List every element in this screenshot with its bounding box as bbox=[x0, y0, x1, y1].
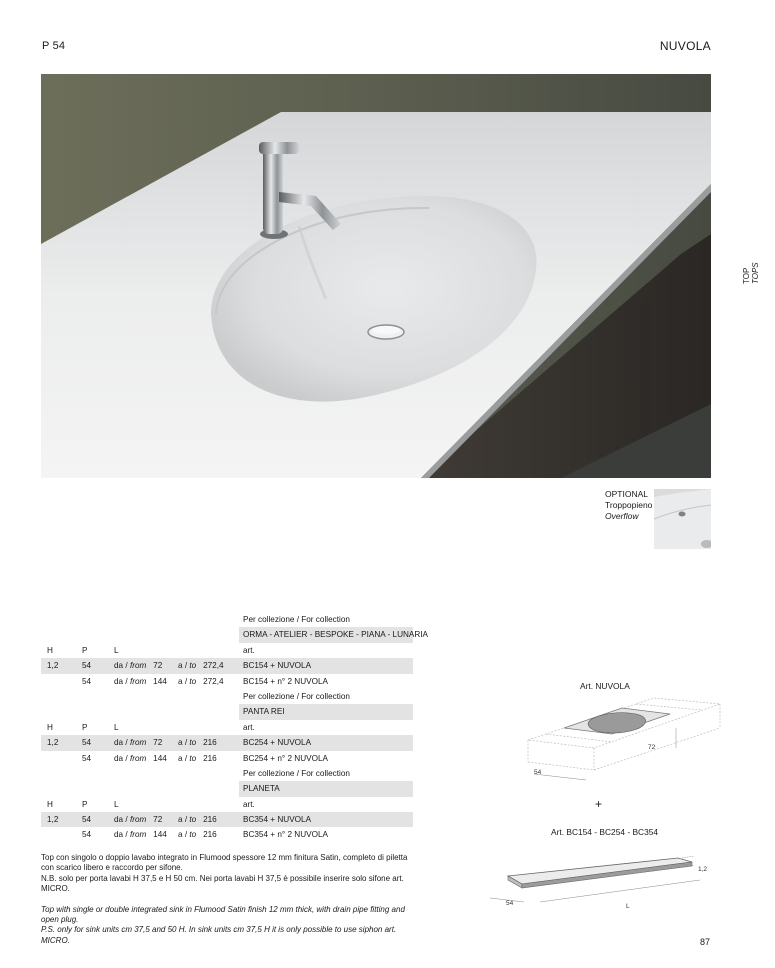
nuvola-basin-diagram bbox=[526, 690, 722, 788]
cell-h: 1,2 bbox=[47, 815, 59, 825]
cell-from: da / from 72 bbox=[114, 738, 163, 748]
header-art: art. bbox=[243, 645, 255, 655]
description-en-1: Top with single or double integrated sink in Flumood Satin finish 12 mm thick, with drain pipe fitting and open plug. bbox=[41, 904, 405, 925]
cell-art: BC354 + n° 2 NUVOLA bbox=[243, 830, 328, 840]
description-en-2: P.S. only for sink units cm 37,5 and 50 H. In sink units cm 37,5 H it is only possible to use siphon art. MICRO. bbox=[41, 925, 397, 945]
cell-art: BC154 + n° 2 NUVOLA bbox=[243, 676, 328, 686]
collection-name: ORMA - ATELIER - BESPOKE - PIANA - LUNARIA bbox=[243, 630, 429, 640]
cell-to: a / to 216 bbox=[178, 830, 217, 840]
header-h: H bbox=[47, 799, 53, 809]
column-header-row bbox=[41, 797, 413, 812]
cell-to: a / to 216 bbox=[178, 738, 217, 748]
cell-p: 54 bbox=[82, 830, 92, 840]
header-art: art. bbox=[243, 799, 255, 809]
cell-p: 54 bbox=[82, 661, 92, 671]
optional-name-it: Troppopieno bbox=[605, 500, 653, 510]
nuvola-dim-width: 72 bbox=[648, 744, 656, 751]
header-p: P bbox=[82, 722, 88, 732]
collection-name-row bbox=[41, 704, 413, 719]
header-h: H bbox=[47, 722, 53, 732]
collection-name: PANTA REI bbox=[243, 707, 285, 717]
header-p: P bbox=[82, 645, 88, 655]
diagram-nuvola-label: Art. NUVOLA bbox=[580, 681, 630, 691]
top-dim-length: L bbox=[626, 903, 630, 910]
table-row bbox=[41, 827, 413, 842]
collection-label: Per collezione / For collection bbox=[243, 768, 350, 778]
table-row bbox=[41, 658, 413, 673]
collection-name-row bbox=[41, 781, 413, 796]
spec-table bbox=[41, 612, 429, 843]
optional-name-en: Overflow bbox=[605, 511, 639, 521]
top-dim-depth: 54 bbox=[506, 900, 514, 907]
description-it-2: N.B. solo per porta lavabi H 37,5 e H 50 cm. Nei porta lavabi H 37,5 è possibile inserire solo sifone art. MICRO. bbox=[41, 873, 404, 894]
section-tab bbox=[740, 262, 770, 286]
cell-to: a / to 216 bbox=[178, 753, 217, 763]
column-header-row bbox=[41, 720, 413, 735]
section-tab-it: TOP bbox=[742, 267, 751, 284]
optional-label: OPTIONAL bbox=[605, 489, 648, 499]
collection-name-row bbox=[41, 627, 429, 642]
plus-sign: + bbox=[595, 797, 603, 811]
header-l: L bbox=[114, 799, 119, 809]
table-row bbox=[41, 812, 413, 827]
cell-to: a / to 216 bbox=[178, 815, 217, 825]
header-art: art. bbox=[243, 722, 255, 732]
header-l: L bbox=[114, 722, 119, 732]
header-h: H bbox=[47, 645, 53, 655]
cell-art: BC254 + n° 2 NUVOLA bbox=[243, 753, 328, 763]
cell-h: 1,2 bbox=[47, 661, 59, 671]
page-number: 87 bbox=[699, 937, 710, 947]
diagram-top-label: Art. BC154 - BC254 - BC354 bbox=[551, 827, 659, 837]
collection-label: Per collezione / For collection bbox=[243, 615, 350, 624]
cell-to: a / to 272,4 bbox=[178, 661, 224, 671]
collection-label-row bbox=[41, 766, 413, 781]
table-row bbox=[41, 674, 413, 689]
top-dim-thickness: 1,2 bbox=[698, 866, 708, 873]
description-it-1: Top con singolo o doppio lavabo integrato in Flumood spessore 12 mm finitura Satin, completo di piletta con scarico libero e raccordo per sifone. bbox=[41, 853, 408, 873]
column-header-row bbox=[41, 643, 413, 658]
header-p: P bbox=[82, 799, 88, 809]
page-reference: P 54 bbox=[42, 40, 66, 52]
cell-to: a / to 272,4 bbox=[178, 676, 224, 686]
cell-p: 54 bbox=[82, 676, 92, 686]
nuvola-dim-depth: 54 bbox=[534, 769, 542, 776]
optional-caption bbox=[605, 489, 652, 522]
top-slab-diagram bbox=[480, 850, 720, 918]
collection-label-row bbox=[41, 612, 413, 627]
cell-from: da / from 72 bbox=[114, 661, 163, 671]
page-title: NUVOLA bbox=[659, 39, 711, 53]
cell-h: 1,2 bbox=[47, 738, 59, 748]
cell-from: da / from 144 bbox=[114, 830, 167, 840]
cell-art: BC154 + NUVOLA bbox=[243, 661, 312, 671]
cell-from: da / from 144 bbox=[114, 753, 167, 763]
header-l: L bbox=[114, 645, 119, 655]
cell-p: 54 bbox=[82, 738, 92, 748]
cell-art: BC354 + NUVOLA bbox=[243, 815, 312, 825]
collection-label: Per collezione / For collection bbox=[243, 691, 350, 701]
cell-from: da / from 72 bbox=[114, 815, 163, 825]
table-row bbox=[41, 751, 413, 766]
overflow-photo bbox=[654, 489, 711, 549]
cell-p: 54 bbox=[82, 815, 92, 825]
cell-art: BC254 + NUVOLA bbox=[243, 738, 312, 748]
collection-name: PLANETA bbox=[243, 784, 280, 794]
cell-p: 54 bbox=[82, 753, 92, 763]
cell-from: da / from 144 bbox=[114, 676, 167, 686]
product-description bbox=[41, 853, 416, 946]
product-photo bbox=[41, 74, 711, 478]
table-row bbox=[41, 735, 413, 750]
section-tab-en: TOPS bbox=[751, 262, 760, 284]
collection-label-row bbox=[41, 689, 413, 704]
